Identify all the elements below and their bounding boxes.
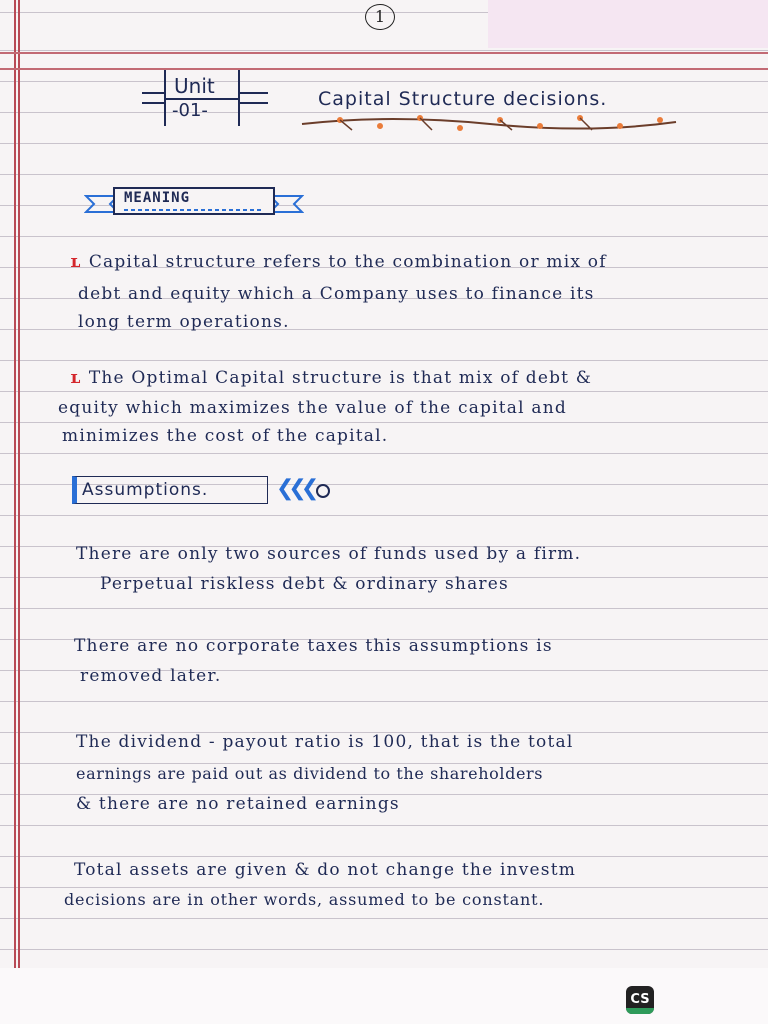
page-corner-tint — [488, 0, 768, 48]
header-rule — [0, 52, 768, 70]
assumption-3-line3: & there are no retained earnings — [76, 794, 400, 814]
meaning-p1-line1: ʟ Capital structure refers to the combination or mix of — [70, 252, 607, 272]
assumption-1-line2: Perpetual riskless debt & ordinary shares — [100, 574, 509, 594]
circle-dot-icon — [316, 484, 330, 498]
logo-accent — [626, 1008, 654, 1014]
page-title: Capital Structure decisions. — [318, 88, 608, 110]
meaning-heading: MEANING — [124, 190, 191, 206]
assumption-4-line2: decisions are in other words, assumed to be constant. — [64, 890, 545, 909]
assumption-3-line2: earnings are paid out as dividend to the shareholders — [76, 764, 544, 783]
unit-number: -01- — [172, 100, 208, 121]
chevrons-left-icon: ❮❮❮ — [276, 476, 314, 501]
unit-label: Unit — [174, 74, 215, 98]
meaning-p2-line2: equity which maximizes the value of the capital and — [58, 398, 567, 418]
assumption-2-line1: There are no corporate taxes this assumptions is — [74, 636, 553, 656]
unit-box — [142, 70, 270, 126]
assumptions-heading: Assumptions. — [82, 480, 209, 500]
margin-line-right — [18, 0, 20, 968]
red-bullet-icon: ʟ — [70, 252, 89, 272]
meaning-p2-line3: minimizes the cost of the capital. — [62, 426, 389, 446]
page-number: 1 — [365, 4, 395, 30]
assumption-2-line2: removed later. — [80, 666, 222, 686]
meaning-p1-line2: debt and equity which a Company uses to finance its — [78, 284, 595, 304]
meaning-banner — [84, 186, 304, 220]
red-bullet-icon: ʟ — [70, 368, 89, 388]
assumption-3-line1: The dividend - payout ratio is 100, that is the total — [76, 732, 574, 752]
assumption-4-line1: Total assets are given & do not change the investm — [74, 860, 577, 880]
vine-decoration — [300, 110, 680, 138]
margin-line-left — [14, 0, 16, 968]
camscanner-logo: CS — [626, 986, 654, 1014]
meaning-p2-line1: ʟ The Optimal Capital structure is that mix of debt & — [70, 368, 593, 388]
assumption-1-line1: There are only two sources of funds used by a firm. — [76, 544, 582, 564]
meaning-p1-line3: long term operations. — [78, 312, 290, 332]
